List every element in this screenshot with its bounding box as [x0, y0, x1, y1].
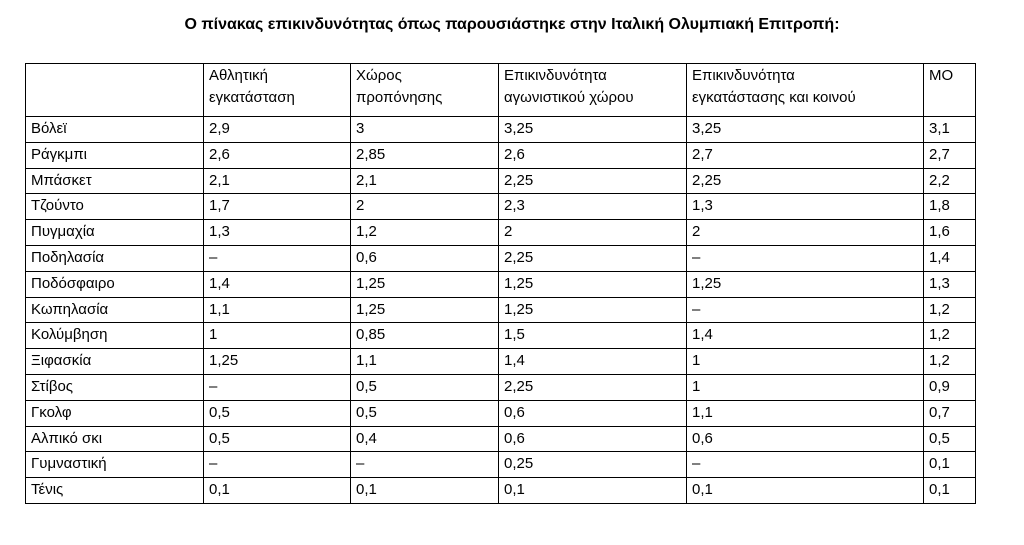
cell-facility-public-risk: 1,25: [687, 271, 924, 297]
table-row: [26, 220, 976, 246]
table-row: [26, 323, 976, 349]
cell-sport: Ράγκμπι: [26, 142, 204, 168]
cell-average: 1,2: [924, 297, 976, 323]
cell-facility-public-risk: 2,7: [687, 142, 924, 168]
cell-sport: Ποδηλασία: [26, 245, 204, 271]
cell-training-area: 1,1: [351, 349, 499, 375]
cell-training-area: 0,85: [351, 323, 499, 349]
header-line: Χώρος: [356, 67, 402, 84]
table-row: [26, 349, 976, 375]
cell-facility-public-risk: 2,25: [687, 168, 924, 194]
cell-athletic-facility: –: [204, 245, 351, 271]
cell-training-area: 1,25: [351, 271, 499, 297]
header-line: προπόνησης: [356, 89, 443, 106]
cell-competition-area-risk: 1,25: [499, 297, 687, 323]
cell-competition-area-risk: 2,3: [499, 194, 687, 220]
cell-sport: Πυγμαχία: [26, 220, 204, 246]
header-facility-public-risk: [687, 64, 924, 117]
cell-facility-public-risk: 0,6: [687, 426, 924, 452]
cell-average: 1,6: [924, 220, 976, 246]
cell-training-area: 0,4: [351, 426, 499, 452]
table-row: [26, 426, 976, 452]
header-line: [929, 87, 970, 109]
cell-average: 1,4: [924, 245, 976, 271]
cell-competition-area-risk: 0,25: [499, 452, 687, 478]
cell-average: 0,9: [924, 374, 976, 400]
header-line: Επικινδυνότητα: [504, 67, 607, 84]
cell-competition-area-risk: 1,5: [499, 323, 687, 349]
header-line: ΜΟ: [929, 67, 954, 84]
cell-athletic-facility: 1,1: [204, 297, 351, 323]
table-body: [26, 117, 976, 504]
risk-table: [25, 63, 976, 504]
cell-facility-public-risk: –: [687, 245, 924, 271]
cell-sport: Αλπικό σκι: [26, 426, 204, 452]
cell-athletic-facility: –: [204, 374, 351, 400]
header-athletic-facility: [204, 64, 351, 117]
cell-sport: Ξιφασκία: [26, 349, 204, 375]
cell-training-area: 0,5: [351, 400, 499, 426]
cell-athletic-facility: 0,1: [204, 478, 351, 504]
header-line: [31, 65, 198, 87]
cell-average: 1,3: [924, 271, 976, 297]
cell-competition-area-risk: 2,25: [499, 168, 687, 194]
cell-athletic-facility: 1,25: [204, 349, 351, 375]
cell-competition-area-risk: 0,1: [499, 478, 687, 504]
cell-sport: Γκολφ: [26, 400, 204, 426]
cell-sport: Ποδόσφαιρο: [26, 271, 204, 297]
cell-sport: Κολύμβηση: [26, 323, 204, 349]
header-row: [26, 64, 976, 117]
cell-sport: Τζούντο: [26, 194, 204, 220]
header-line: [31, 87, 198, 109]
cell-training-area: 0,1: [351, 478, 499, 504]
cell-competition-area-risk: 2,25: [499, 374, 687, 400]
table-row: [26, 245, 976, 271]
cell-sport: Στίβος: [26, 374, 204, 400]
table-row: [26, 194, 976, 220]
cell-facility-public-risk: 0,1: [687, 478, 924, 504]
table-row: [26, 478, 976, 504]
cell-training-area: 0,5: [351, 374, 499, 400]
cell-competition-area-risk: 2: [499, 220, 687, 246]
cell-athletic-facility: 2,1: [204, 168, 351, 194]
cell-athletic-facility: 0,5: [204, 400, 351, 426]
cell-average: 0,1: [924, 452, 976, 478]
cell-training-area: 2,85: [351, 142, 499, 168]
table-row: [26, 400, 976, 426]
header-training-area: [351, 64, 499, 117]
cell-facility-public-risk: 1,4: [687, 323, 924, 349]
header-line: Επικινδυνότητα: [692, 67, 795, 84]
cell-average: 2,7: [924, 142, 976, 168]
table-row: [26, 452, 976, 478]
cell-competition-area-risk: 3,25: [499, 117, 687, 143]
cell-facility-public-risk: 1,3: [687, 194, 924, 220]
cell-training-area: 2,1: [351, 168, 499, 194]
cell-average: 0,5: [924, 426, 976, 452]
cell-average: 1,2: [924, 349, 976, 375]
cell-sport: Γυμναστική: [26, 452, 204, 478]
cell-competition-area-risk: 2,25: [499, 245, 687, 271]
cell-competition-area-risk: 1,25: [499, 271, 687, 297]
cell-athletic-facility: 2,6: [204, 142, 351, 168]
cell-athletic-facility: 1: [204, 323, 351, 349]
cell-sport: Κωπηλασία: [26, 297, 204, 323]
table-row: [26, 168, 976, 194]
cell-training-area: 3: [351, 117, 499, 143]
cell-facility-public-risk: 1: [687, 374, 924, 400]
cell-average: 1,2: [924, 323, 976, 349]
header-sport: [26, 64, 204, 117]
table-row: [26, 297, 976, 323]
cell-training-area: 2: [351, 194, 499, 220]
cell-sport: Βόλεϊ: [26, 117, 204, 143]
cell-average: 3,1: [924, 117, 976, 143]
cell-competition-area-risk: 0,6: [499, 426, 687, 452]
cell-facility-public-risk: 2: [687, 220, 924, 246]
cell-training-area: 1,2: [351, 220, 499, 246]
cell-average: 0,1: [924, 478, 976, 504]
header-line: εγκατάστασης και κοινού: [692, 89, 856, 106]
cell-competition-area-risk: 1,4: [499, 349, 687, 375]
header-competition-area-risk: [499, 64, 687, 117]
cell-facility-public-risk: –: [687, 452, 924, 478]
cell-athletic-facility: 2,9: [204, 117, 351, 143]
cell-average: 2,2: [924, 168, 976, 194]
header-line: αγωνιστικού χώρου: [504, 89, 634, 106]
header-average: [924, 64, 976, 117]
cell-facility-public-risk: –: [687, 297, 924, 323]
cell-athletic-facility: 0,5: [204, 426, 351, 452]
cell-average: 0,7: [924, 400, 976, 426]
cell-facility-public-risk: 1: [687, 349, 924, 375]
table-row: [26, 117, 976, 143]
header-line: εγκατάσταση: [209, 89, 295, 106]
page-title: Ο πίνακας επικινδυνότητας όπως παρουσιάστηκε στην Ιταλική Ολυμπιακή Επιτροπή:: [184, 16, 840, 33]
cell-competition-area-risk: 2,6: [499, 142, 687, 168]
cell-average: 1,8: [924, 194, 976, 220]
header-line: Αθλητική: [209, 67, 269, 84]
cell-athletic-facility: –: [204, 452, 351, 478]
table-row: [26, 142, 976, 168]
cell-athletic-facility: 1,3: [204, 220, 351, 246]
table-row: [26, 271, 976, 297]
cell-sport: Τένις: [26, 478, 204, 504]
cell-facility-public-risk: 1,1: [687, 400, 924, 426]
cell-athletic-facility: 1,4: [204, 271, 351, 297]
cell-training-area: 0,6: [351, 245, 499, 271]
cell-competition-area-risk: 0,6: [499, 400, 687, 426]
table-header: [26, 64, 976, 117]
cell-athletic-facility: 1,7: [204, 194, 351, 220]
cell-training-area: 1,25: [351, 297, 499, 323]
cell-facility-public-risk: 3,25: [687, 117, 924, 143]
cell-training-area: –: [351, 452, 499, 478]
table-row: [26, 374, 976, 400]
cell-sport: Μπάσκετ: [26, 168, 204, 194]
